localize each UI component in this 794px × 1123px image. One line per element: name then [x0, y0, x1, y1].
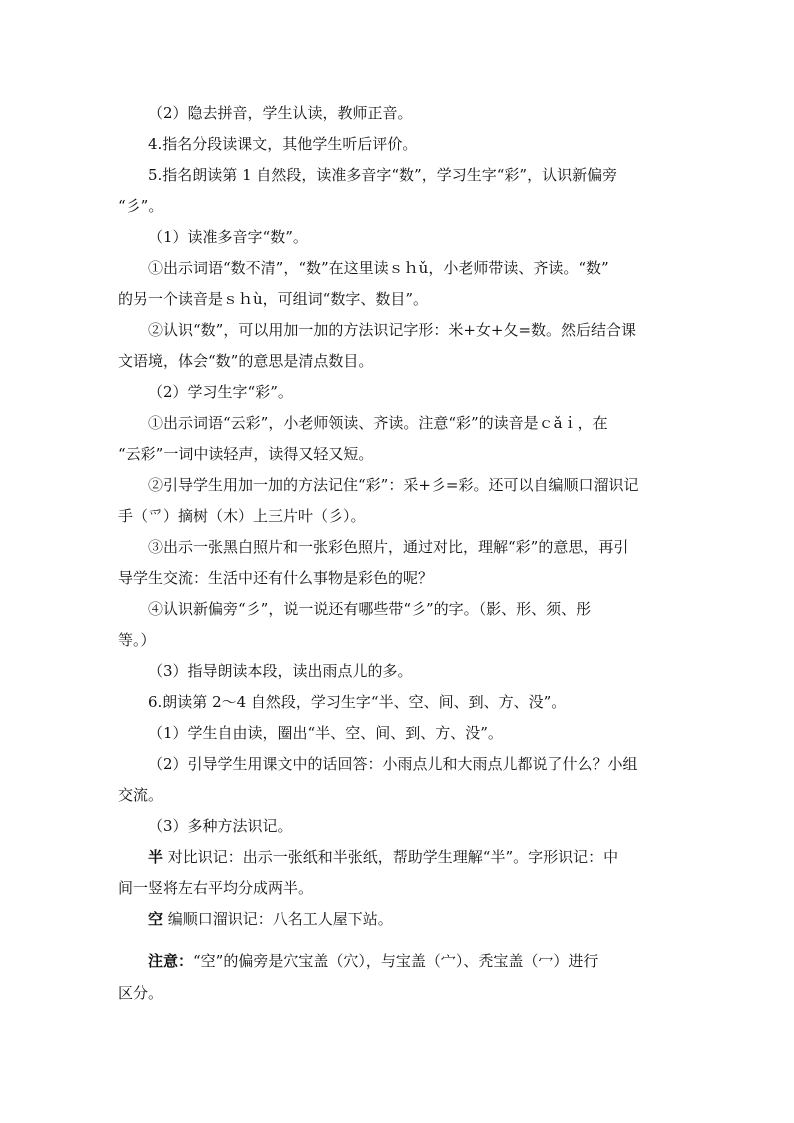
paragraph-line: “彡”。 — [118, 197, 164, 215]
paragraph-line: 间一竖将左右平均分成两半。 — [118, 879, 314, 897]
paragraph-line: 等。） — [118, 631, 156, 649]
paragraph-text: “空”的偏旁是穴宝盖（穴），与宝盖（宀）、秃宝盖（冖）进行 — [193, 952, 599, 970]
paragraph-line: （1）学生自由读，圈出“半、空、间、到、方、没”。 — [148, 724, 503, 742]
paragraph-line: 5.指名朗读第 1 自然段，读准多音字“数”，学习生字“彩”，认识新偏旁 — [148, 166, 618, 184]
paragraph-line: 交流。 — [118, 786, 164, 804]
paragraph-line: ④认识新偏旁“彡”，说一说还有哪些带“彡”的字。（影、形、须、彤 — [148, 600, 592, 618]
bold-term-kong: 空 — [148, 910, 164, 928]
paragraph-line: （2）隐去拼音，学生认读，教师正音。 — [148, 104, 413, 122]
paragraph-line: （2）学习生字“彩”。 — [148, 383, 293, 401]
paragraph-line: 导学生交流：生活中还有什么事物是彩色的呢？ — [118, 569, 434, 587]
paragraph-text: 对比识记：出示一张纸和半张纸，帮助学生理解“半”。字形识记：中 — [167, 848, 619, 866]
paragraph-line: 区分。 — [118, 984, 164, 1002]
paragraph-line: ②引导学生用加一加的方法记住“彩”：采+彡=彩。还可以自编顺口溜识记 — [148, 476, 639, 494]
paragraph-line: ③出示一张黑白照片和一张彩色照片，通过对比，理解“彩”的意思，再引 — [148, 538, 629, 556]
paragraph-line: （3）多种方法识记。 — [148, 817, 293, 835]
paragraph-line: ②认识“数”，可以用加一加的方法识记字形：米+女+夂=数。然后结合课 — [148, 321, 637, 339]
paragraph-line: ①出示词语“云彩”，小老师领读、齐读。注意“彩”的读音是ｃǎｉ，在 — [148, 414, 608, 432]
paragraph-line — [148, 847, 618, 867]
paragraph-line: 文语境，体会“数”的意思是清点数目。 — [118, 352, 374, 370]
paragraph-line: 的另一个读音是ｓｈù，可组词“数字、数目”。 — [118, 290, 428, 308]
bold-term-ban: 半 — [148, 848, 164, 866]
paragraph-line: “云彩”一词中读轻声，读得又轻又短。 — [118, 445, 374, 463]
paragraph-line — [148, 909, 393, 929]
paragraph-line — [148, 951, 598, 971]
note-label: 注意： — [148, 952, 194, 970]
paragraph-line: 4.指名分段读课文，其他学生听后评价。 — [148, 135, 418, 153]
paragraph-line: 6.朗读第 2～4 自然段，学习生字“半、空、间、到、方、没”。 — [148, 693, 567, 711]
paragraph-line: （1）读准多音字“数”。 — [148, 228, 308, 246]
paragraph-line: ①出示词语“数不清”，“数”在这里读ｓｈǔ，小老师带读、齐读。“数” — [148, 259, 609, 277]
paragraph-line: 手（爫）摘树（木）上三片叶（彡）。 — [118, 507, 366, 525]
paragraph-text: 编顺口溜识记：八名工人屋下站。 — [167, 910, 393, 928]
paragraph-line: （2）引导学生用课文中的话回答：小雨点儿和大雨点儿都说了什么？小组 — [148, 755, 638, 773]
paragraph-line: （3）指导朗读本段，读出雨点儿的多。 — [148, 662, 413, 680]
